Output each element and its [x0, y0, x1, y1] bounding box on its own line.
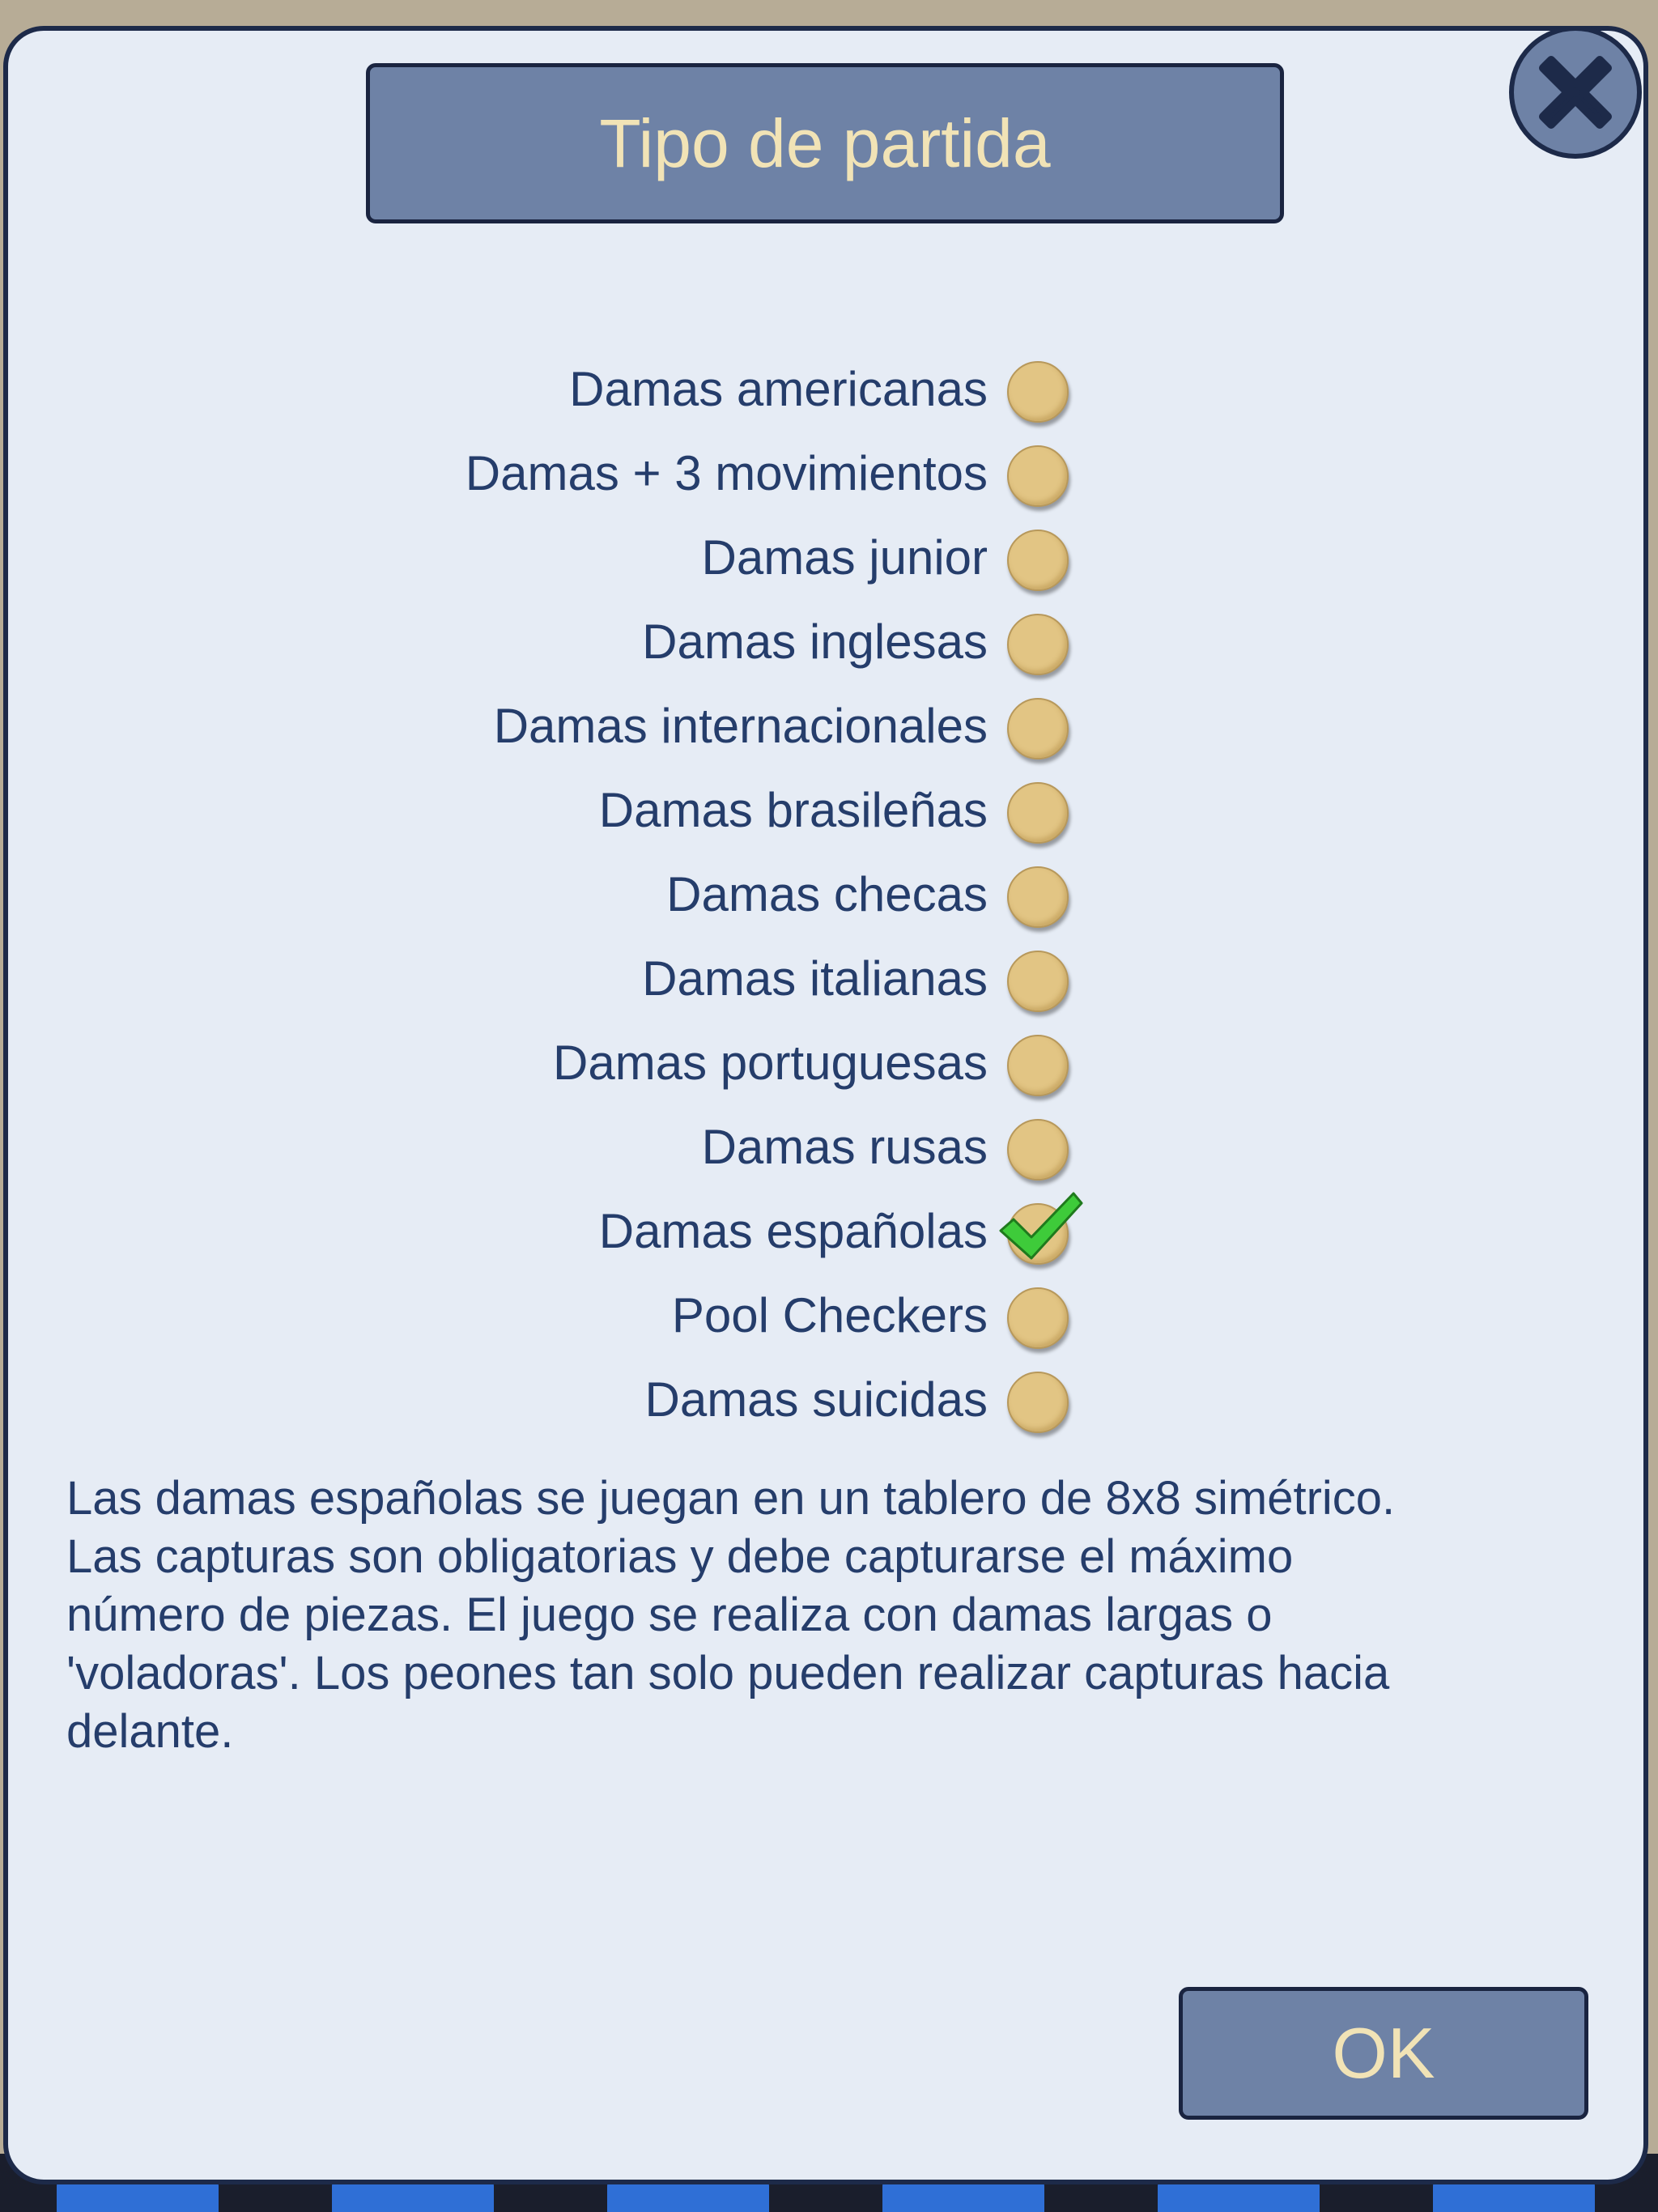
game-type-option-label: Damas portuguesas: [553, 1036, 988, 1090]
game-type-option[interactable]: [0, 432, 1077, 517]
description-line: Las capturas son obligatorias y debe capturarse el máximo: [66, 1530, 1294, 1583]
game-type-option[interactable]: [0, 685, 1077, 769]
game-type-option-label: Damas internacionales: [493, 699, 988, 753]
game-type-option-label: Damas + 3 movimientos: [465, 446, 988, 500]
game-type-option[interactable]: [0, 517, 1077, 601]
radio-button[interactable]: [1007, 1287, 1069, 1349]
radio-button[interactable]: [1007, 698, 1069, 759]
game-type-option-label: Damas checas: [666, 867, 988, 921]
game-type-option[interactable]: [0, 769, 1077, 853]
radio-button[interactable]: [1007, 614, 1069, 675]
game-type-option[interactable]: [0, 1190, 1077, 1274]
radio-button[interactable]: [1007, 866, 1069, 928]
dialog-title-bar: [366, 63, 1284, 223]
game-type-option[interactable]: [0, 853, 1077, 938]
game-type-option[interactable]: [0, 601, 1077, 685]
game-type-option-label: Damas españolas: [598, 1204, 988, 1258]
game-type-option[interactable]: [0, 1022, 1077, 1106]
description-line: número de piezas. El juego se realiza con damas largas o: [66, 1589, 1273, 1641]
radio-button[interactable]: [1007, 1372, 1069, 1433]
game-type-option-label: Damas inglesas: [642, 615, 988, 669]
checkmark-icon: [996, 1185, 1085, 1266]
description-line: Las damas españolas se juegan en un tablero de 8x8 simétrico.: [66, 1472, 1396, 1525]
game-type-option-label: Damas brasileñas: [598, 783, 988, 837]
game-type-option-label: Damas suicidas: [644, 1372, 988, 1427]
game-type-option[interactable]: [0, 1274, 1077, 1359]
game-type-option[interactable]: [0, 1106, 1077, 1190]
game-type-option-label: Pool Checkers: [671, 1288, 988, 1342]
game-type-option-label: Damas junior: [701, 530, 988, 585]
radio-button[interactable]: [1007, 361, 1069, 423]
ok-button[interactable]: [1179, 1987, 1588, 2120]
game-type-option[interactable]: [0, 938, 1077, 1022]
description-line: 'voladoras'. Los peones tan solo pueden realizar capturas hacia: [66, 1647, 1390, 1699]
ok-label: OK: [1332, 2013, 1435, 2093]
game-type-option-label: Damas americanas: [569, 362, 988, 416]
dialog-title: Tipo de partida: [599, 104, 1051, 181]
radio-button[interactable]: [1007, 530, 1069, 591]
radio-button[interactable]: [1007, 951, 1069, 1012]
close-x-icon: [1527, 44, 1624, 141]
radio-button[interactable]: [1007, 1119, 1069, 1180]
radio-button[interactable]: [1007, 782, 1069, 844]
radio-button[interactable]: [1007, 445, 1069, 507]
radio-button[interactable]: [1007, 1035, 1069, 1096]
game-type-option-label: Damas rusas: [701, 1120, 988, 1174]
game-type-option[interactable]: [0, 348, 1077, 432]
description-line: delante.: [66, 1705, 234, 1758]
game-type-option-label: Damas italianas: [642, 951, 988, 1006]
game-description: [66, 1470, 1605, 1761]
close-button[interactable]: [1509, 26, 1642, 159]
game-type-option[interactable]: [0, 1359, 1077, 1443]
